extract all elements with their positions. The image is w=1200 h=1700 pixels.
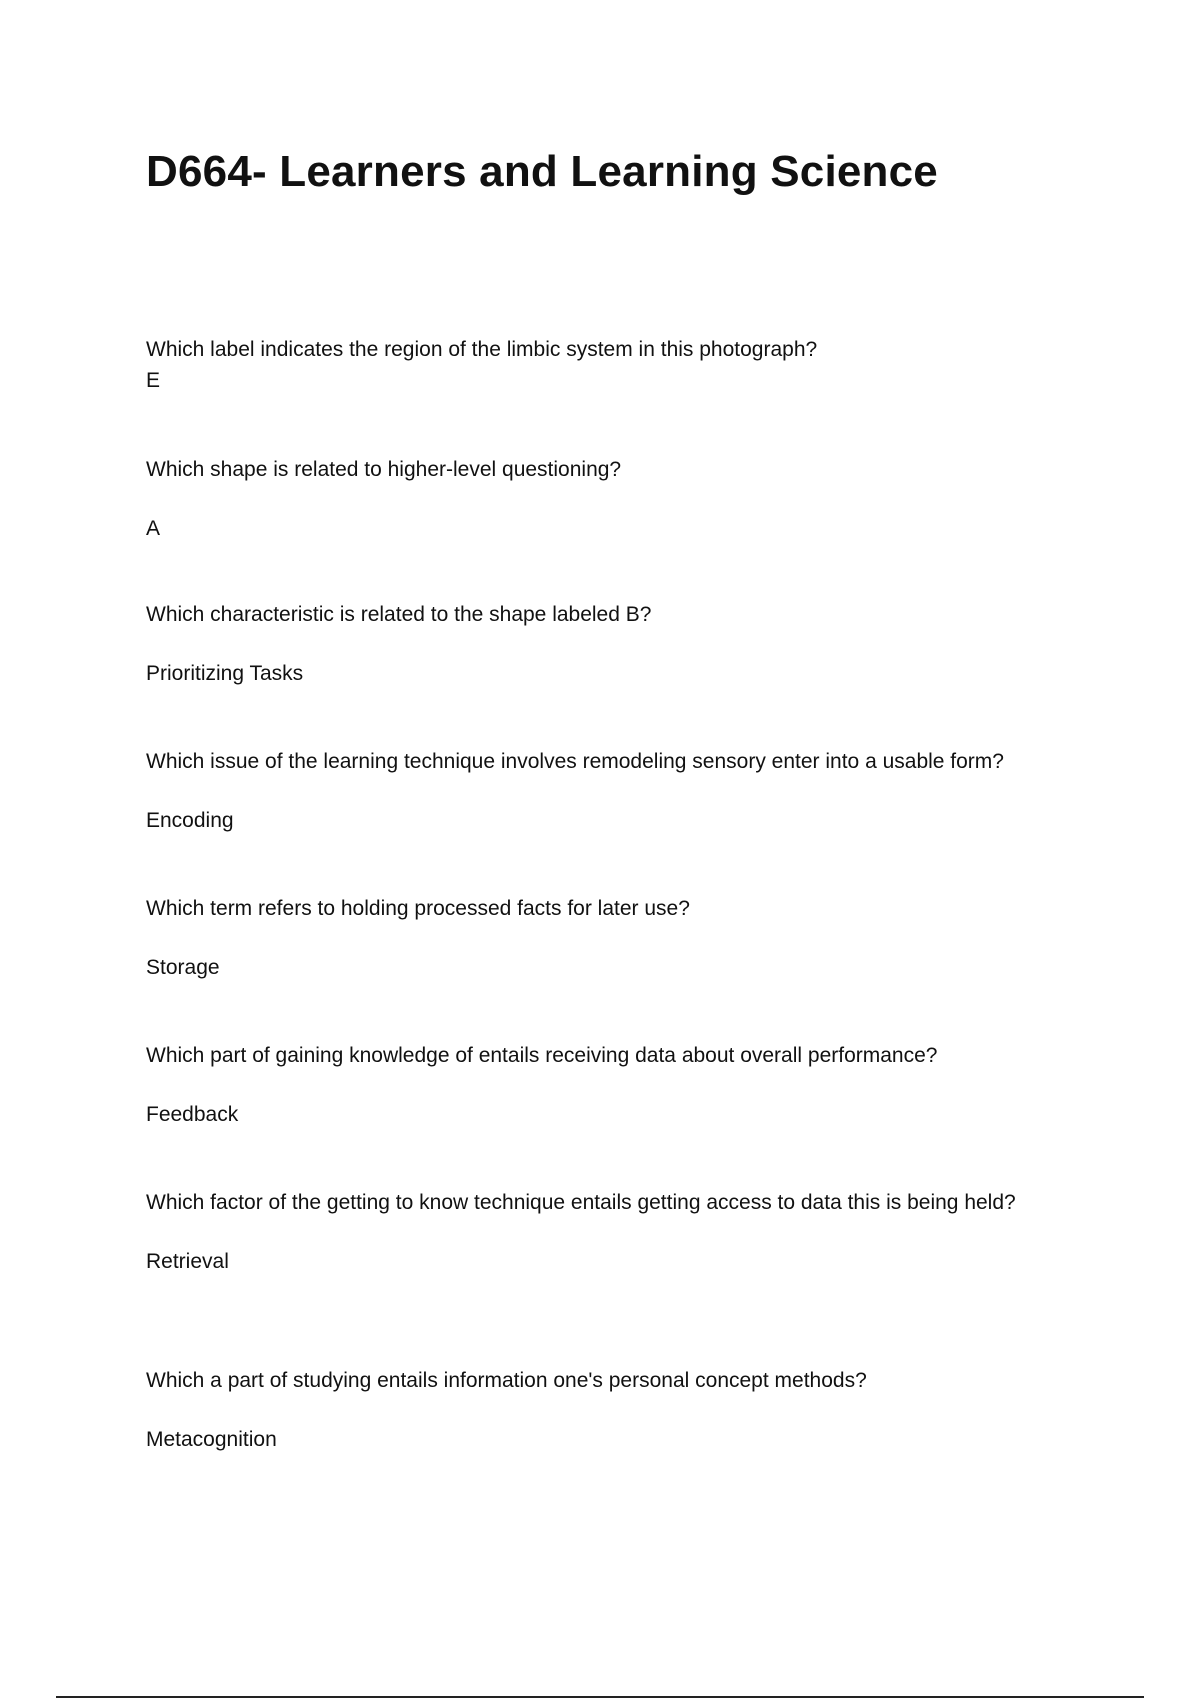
answer-text: A bbox=[146, 517, 161, 540]
question-text: Which part of gaining knowledge of entails receiving data about overall performance? bbox=[146, 1044, 938, 1067]
qa-item-5 bbox=[146, 896, 1146, 981]
question-text: Which term refers to holding processed facts for later use? bbox=[146, 897, 690, 920]
question-text: Which a part of studying entails information one's personal concept methods? bbox=[146, 1369, 867, 1392]
answer-text: E bbox=[146, 369, 161, 392]
answer-text: Encoding bbox=[146, 809, 234, 832]
answer-text: Feedback bbox=[146, 1103, 239, 1126]
qa-item-3 bbox=[146, 602, 1146, 687]
qa-item-8 bbox=[146, 1368, 1146, 1453]
page-title: D664- Learners and Learning Science bbox=[146, 147, 938, 196]
qa-item-7 bbox=[146, 1190, 1146, 1275]
qa-item-1 bbox=[146, 337, 1146, 394]
qa-item-6 bbox=[146, 1043, 1146, 1128]
footer-divider bbox=[56, 1696, 1144, 1698]
question-text: Which issue of the learning technique involves remodeling sensory enter into a usable form? bbox=[146, 750, 1004, 773]
qa-item-4 bbox=[146, 749, 1146, 834]
answer-text: Prioritizing Tasks bbox=[146, 662, 304, 685]
qa-item-2 bbox=[146, 457, 1146, 542]
question-text: Which factor of the getting to know technique entails getting access to data this is being held? bbox=[146, 1191, 1016, 1214]
answer-text: Storage bbox=[146, 956, 220, 979]
question-text: Which label indicates the region of the limbic system in this photograph? bbox=[146, 338, 818, 361]
question-text: Which characteristic is related to the shape labeled B? bbox=[146, 603, 652, 626]
answer-text: Metacognition bbox=[146, 1428, 277, 1451]
answer-text: Retrieval bbox=[146, 1250, 229, 1273]
question-text: Which shape is related to higher-level questioning? bbox=[146, 458, 622, 481]
